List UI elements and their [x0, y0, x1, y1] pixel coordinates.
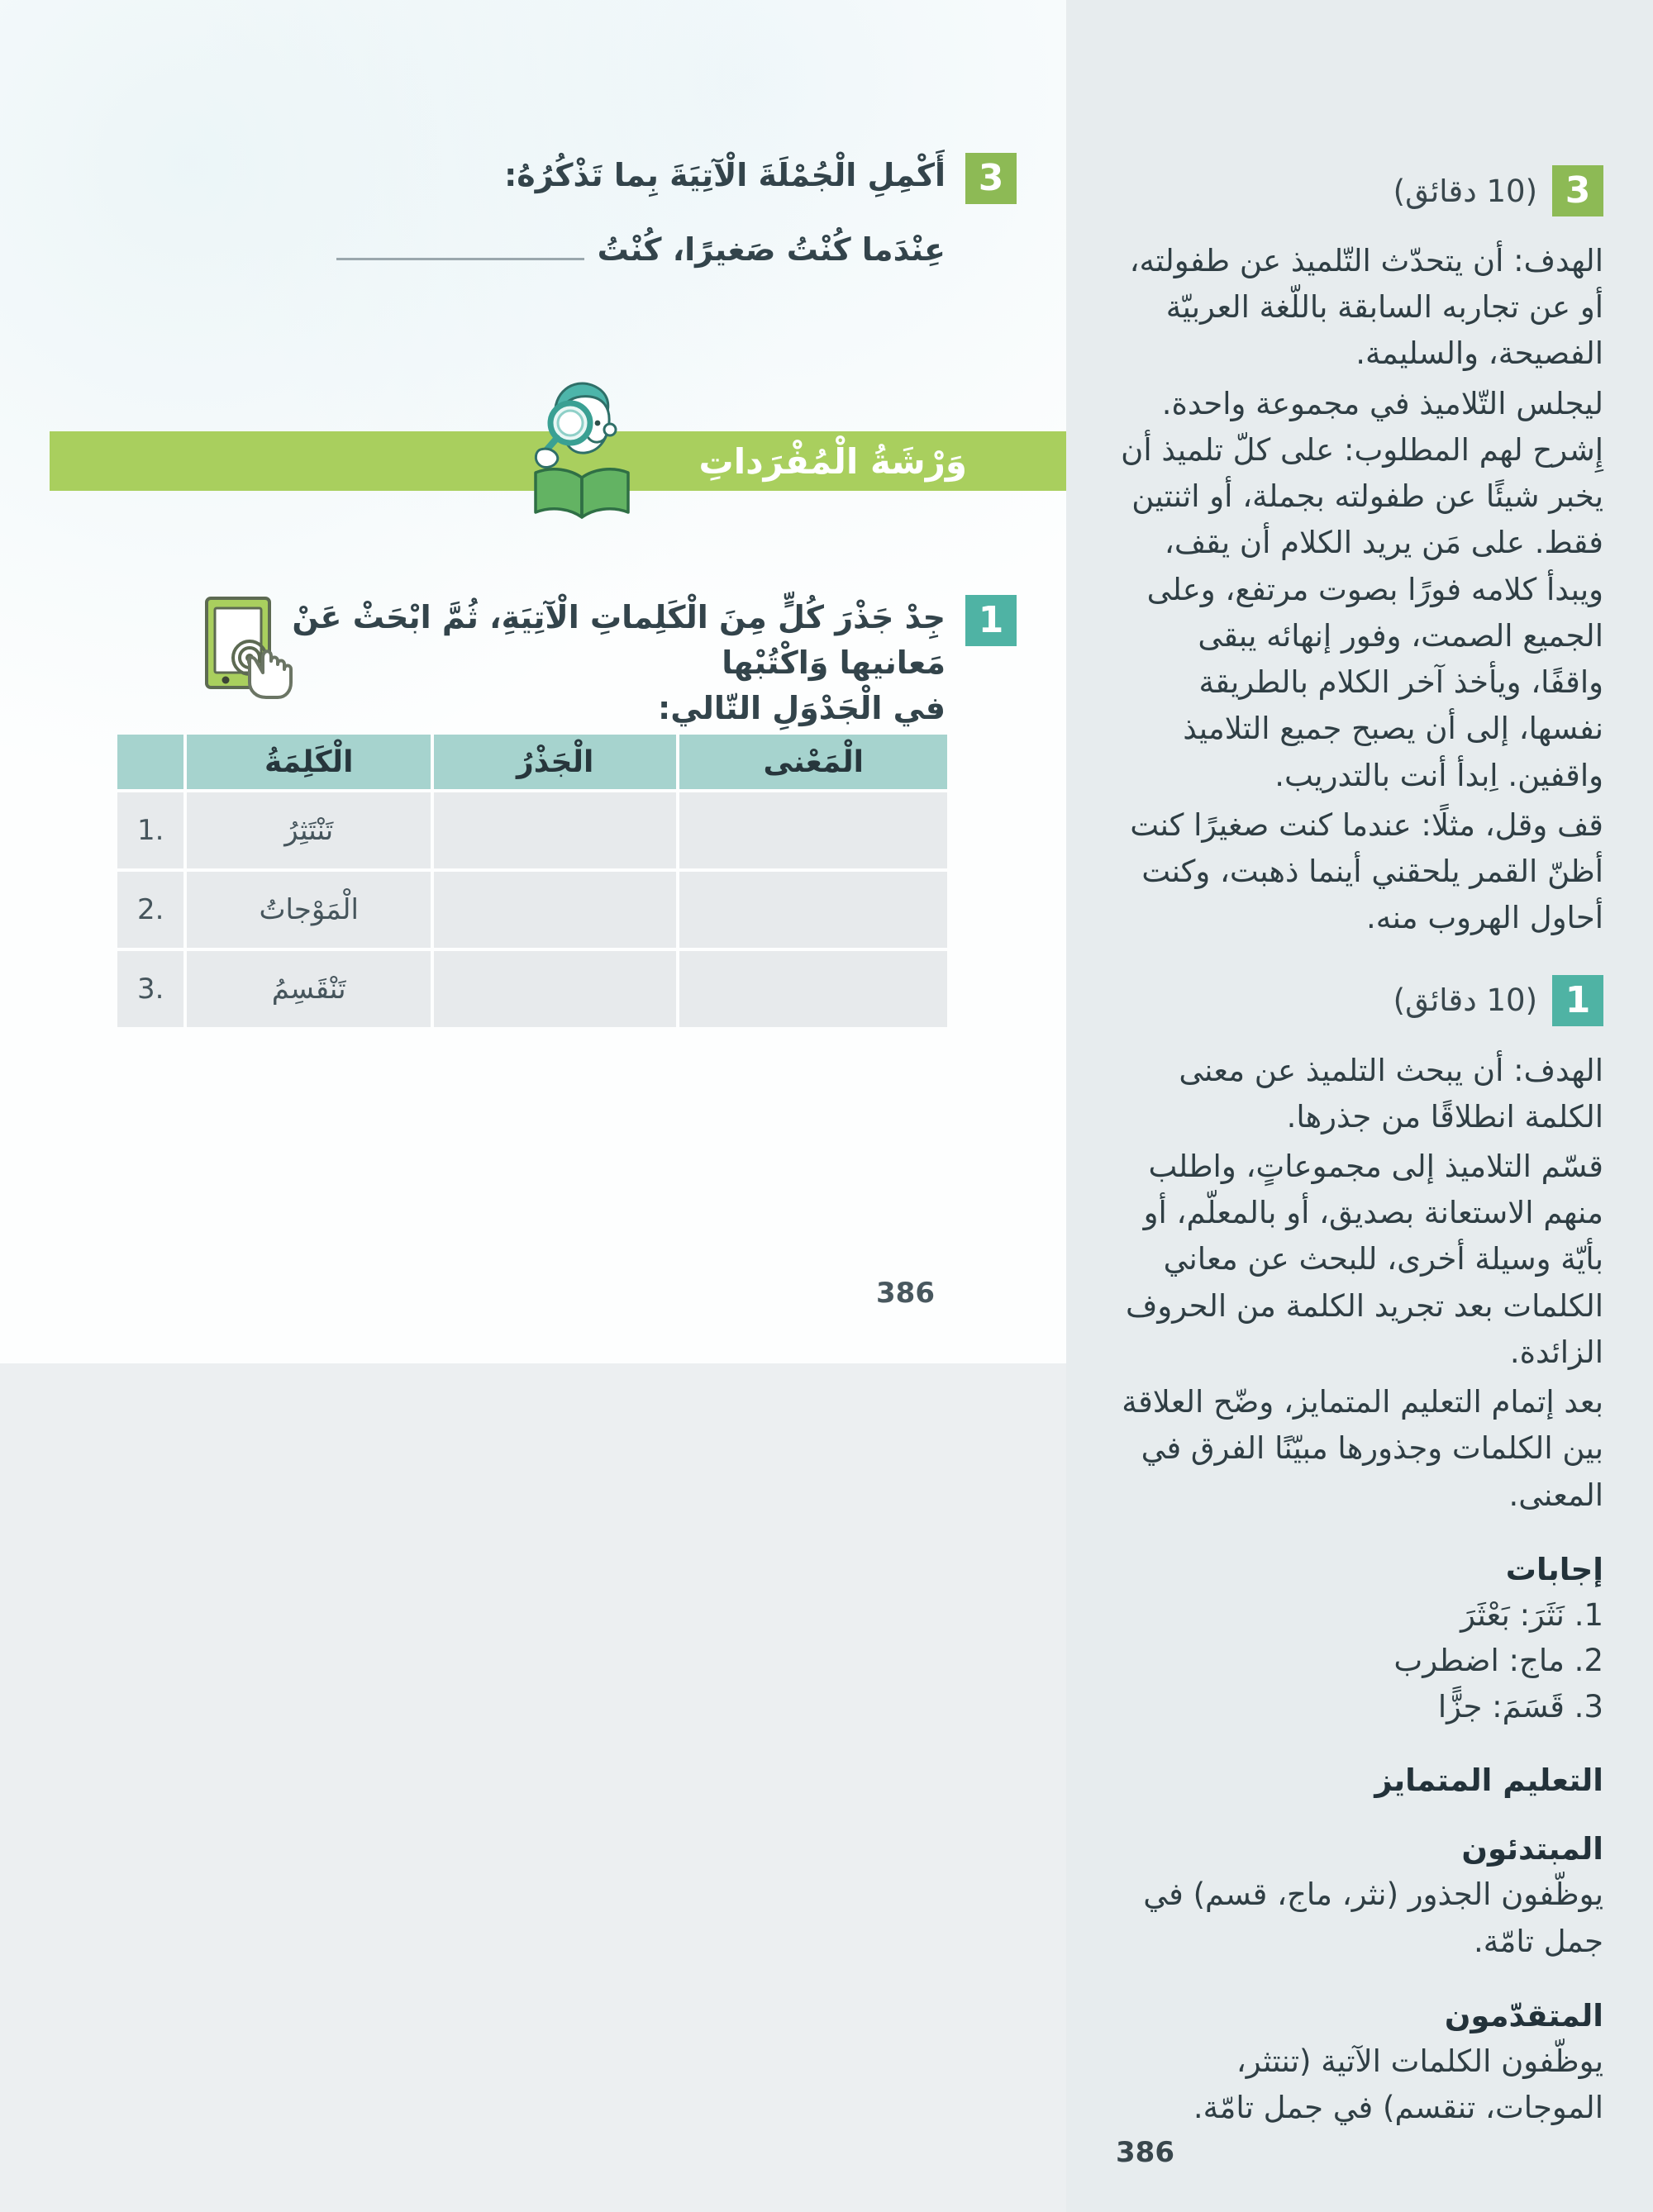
- tablet-tap-icon: [198, 593, 298, 701]
- section-1-paragraph-2: قسّم التلاميذ إلى مجموعاتٍ، واطلب منهم الاستعانة بصديق، أو بالمعلّم، أو بأيّة وسيلة أخرى، للبحث عن معاني الكلمات بعد تجريد الكلمة من الحروف الزائدة.: [1126, 1148, 1603, 1370]
- fill-in-blank-sentence: عِنْدَما كُنْتُ صَغيرًا، كُنْتُ: [597, 231, 946, 269]
- answer-item: 2. ماج: اضطرب: [1393, 1643, 1603, 1679]
- answer-item: 3. قَسَمَ: جزًّا: [1437, 1688, 1603, 1724]
- cell-index: .2: [117, 872, 183, 948]
- exercise-1-prompt-line-1: جِدْ جَذْرَ كُلٍّ مِنَ الْكَلِماتِ الْآتِيَةِ، ثُمَّ ابْحَثْ عَنْ مَعانيها وَاكْتُبْها: [292, 599, 946, 682]
- teacher-section-1: [1116, 975, 1603, 1519]
- pupil-page-number: 386: [876, 1277, 935, 1310]
- section-1-paragraph-3: بعد إتمام التعليم المتمايز، وضّح العلاقة بين الكلمات وجذورها مبيّنًا الفرق في المعنى.: [1122, 1384, 1603, 1513]
- answer-blank-line[interactable]: [336, 257, 584, 260]
- cell-root[interactable]: [434, 792, 677, 868]
- cell-word: تَنْتَثِرُ: [187, 792, 430, 868]
- root-and-meaning-table: [114, 731, 950, 1030]
- table-row: [117, 872, 947, 948]
- table-header-row: [117, 735, 947, 789]
- section-3-paragraph-1: الهدف: أن يتحدّث التّلميذ عن طفولته، أو عن تجاربه السابقة باللّغة العربيّة الفصيحة، والسليمة.: [1129, 243, 1603, 372]
- beginners-heading: المبتدئون: [1461, 1831, 1603, 1867]
- cell-meaning[interactable]: [679, 872, 947, 948]
- cell-word: تَنْقَسِمُ: [187, 951, 430, 1027]
- cell-index: .1: [117, 792, 183, 868]
- pupil-exercise-1: [198, 595, 1017, 731]
- exercise-1-body: [198, 595, 946, 731]
- exercise-1-prompt-line-2: في الْجَدْوَلِ التّالي:: [658, 690, 946, 727]
- answer-item: 1. نَثَرَ: بَعْثَرَ: [1460, 1596, 1603, 1633]
- beginners-text: يوظّفون الجذور (نثر، ماج، قسم) في جمل تامّة.: [1143, 1877, 1603, 1959]
- cell-meaning[interactable]: [679, 792, 947, 868]
- table-row: [117, 951, 947, 1027]
- cell-root[interactable]: [434, 872, 677, 948]
- section-3-paragraph-2: ليجلس التّلاميذ في مجموعة واحدة. إِشرح لهم المطلوب: على كلّ تلميذ أن يخبر شيئًا عن طفولته بجملة، أو اثنتين فقط. على مَن يريد الكلام أن يقف، ويبدأ كلامه فورًا بصوت مرتفع، وعلى الجميع الصمت، وفور إنهائه يبقى واقفًا، ويأخذ آخر الكلام بالطريقة نفسها، إلى أن يصبح جميع التلاميذ واقفين. اِبدأ أنت بالتدريب.: [1121, 385, 1603, 793]
- section-1-paragraph-1: الهدف: أن يبحث التلميذ عن معنى الكلمة انطلاقًا من جذرها.: [1179, 1052, 1603, 1135]
- pupil-exercise-3: [99, 153, 1017, 269]
- cell-index: .3: [117, 951, 183, 1027]
- cell-root[interactable]: [434, 951, 677, 1027]
- differentiated-heading: التعليم المتمايز: [1374, 1762, 1603, 1799]
- table-header-root: الْجَذْرُ: [434, 735, 677, 789]
- fill-in-blank-row: [99, 231, 946, 269]
- section-1-header: [1116, 975, 1603, 1026]
- differentiated-instruction-section: [1116, 1762, 1603, 2131]
- section-3-paragraph-3: قف وقل، مثلًا: عندما كنت صغيرًا كنت أظنّ القمر يلحقني أينما ذهبت، وكنت أحاول الهروب منه.: [1130, 806, 1603, 936]
- exercise-3-badge: 3: [965, 153, 1017, 204]
- table-head: [117, 735, 947, 789]
- teacher-guide-column: [1066, 0, 1653, 2212]
- table-header-index: [117, 735, 183, 789]
- exercise-1-badge: 1: [965, 595, 1017, 646]
- teacher-page-number: 386: [1116, 2136, 1174, 2169]
- boy-with-magnifier-icon: [512, 370, 653, 527]
- table-row: [117, 792, 947, 868]
- section-3-badge: 3: [1552, 165, 1603, 216]
- table-body: [117, 792, 947, 1027]
- cell-word: الْمَوْجاتُ: [187, 872, 430, 948]
- advanced-text: يوظّفون الكلمات الآتية (تنتثر، الموجات، تنقسم) في جمل تامّة.: [1193, 2043, 1603, 2126]
- exercise-3-prompt: أَكْمِلِ الْجُمْلَةَ الْآتِيَةَ بِما تَذْكُرُهُ:: [504, 157, 946, 193]
- answers-heading: إجابات: [1505, 1551, 1603, 1587]
- table-header-meaning: الْمَعْنى: [679, 735, 947, 789]
- section-3-duration: (10 دقائق): [1393, 173, 1537, 209]
- teacher-section-3: [1116, 165, 1603, 942]
- exercise-3-body: [99, 153, 946, 269]
- vocabulary-workshop-title: وَرْشَةُ الْمُفْرَداتِ: [698, 440, 967, 482]
- spacer: [1116, 947, 1603, 975]
- section-1-badge: 1: [1552, 975, 1603, 1026]
- section-1-duration: (10 دقائق): [1393, 982, 1537, 1019]
- cell-meaning[interactable]: [679, 951, 947, 1027]
- answers-section: [1116, 1552, 1603, 1730]
- answers-list: [1116, 1592, 1603, 1730]
- table-header-word: الْكَلِمَةُ: [187, 735, 430, 789]
- pupil-page: [0, 0, 1066, 1363]
- advanced-heading: المتقدّمون: [1444, 1997, 1603, 2034]
- section-3-header: [1116, 165, 1603, 216]
